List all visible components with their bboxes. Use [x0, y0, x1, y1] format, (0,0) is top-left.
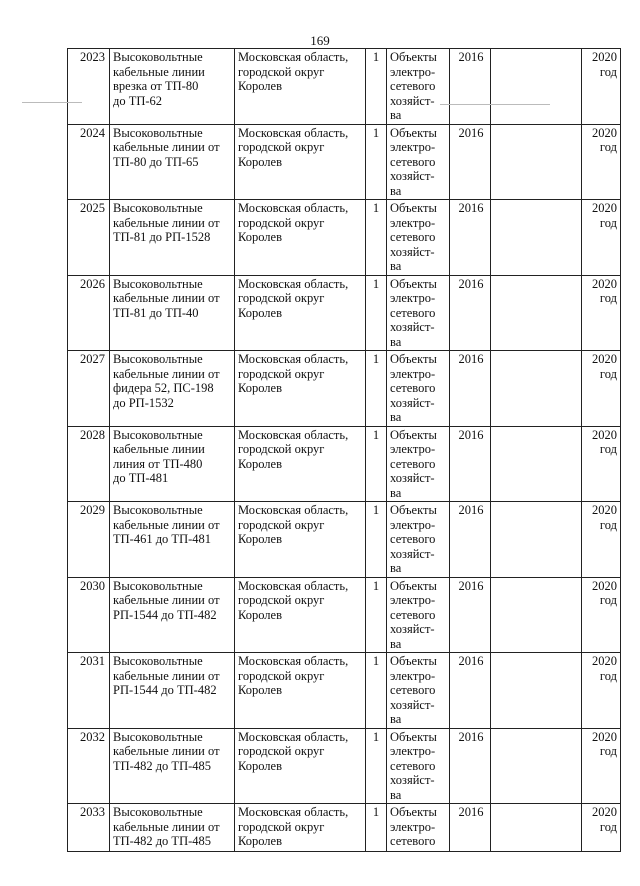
quantity-cell: 1: [366, 124, 387, 200]
address-cell: [235, 275, 366, 351]
quantity-cell: 1: [366, 502, 387, 578]
cell-line: хозяйст-: [390, 169, 435, 183]
object-type-cell: [387, 200, 450, 276]
cell-line: хозяйст-: [390, 471, 435, 485]
cell-line: Московская область,: [238, 503, 349, 517]
term-cell: [582, 728, 621, 804]
cell-line: ва: [390, 410, 402, 424]
row-number-cell: 2026: [68, 275, 110, 351]
cell-line: Высоковольтные: [113, 503, 203, 517]
cell-line: электро-: [390, 442, 436, 456]
registry-table: [67, 48, 621, 852]
cell-line: Высоковольтные: [113, 352, 203, 366]
object-type-cell: [387, 275, 450, 351]
empty-cell: [491, 426, 582, 502]
object-name-cell: [110, 653, 235, 729]
address-cell: [235, 426, 366, 502]
cell-line: кабельные линии от: [113, 819, 220, 834]
year-cell: 2016: [450, 275, 491, 351]
cell-line: ТП-482 до ТП-485: [113, 758, 212, 773]
cell-line: Высоковольтные: [113, 805, 203, 819]
object-type-cell: [387, 653, 450, 729]
empty-cell: [491, 351, 582, 427]
object-name-cell: [110, 351, 235, 427]
cell-line: Королев: [238, 456, 282, 471]
cell-line: хозяйст-: [390, 395, 435, 410]
cell-line: кабельные линии от: [113, 291, 220, 305]
quantity-cell: 1: [366, 275, 387, 351]
cell-line: Королев: [238, 154, 282, 169]
year-cell: 2016: [450, 351, 491, 427]
cell-line: городской округ: [238, 215, 325, 230]
cell-line: 2020: [592, 578, 617, 593]
quantity-cell: 1: [366, 351, 387, 427]
cell-line: ва: [390, 108, 402, 122]
address-cell: [235, 49, 366, 125]
address-cell: [235, 351, 366, 427]
cell-line: год: [599, 442, 617, 456]
year-cell: 2016: [450, 728, 491, 804]
cell-line: Московская область,: [238, 352, 349, 366]
term-cell: [582, 275, 621, 351]
cell-line: Высоковольтные: [113, 201, 203, 215]
table-row: [68, 502, 621, 578]
cell-line: Королев: [238, 758, 282, 773]
cell-line: 2020: [592, 503, 617, 517]
cell-line: кабельные линии от: [113, 366, 220, 381]
term-cell: [582, 124, 621, 200]
cell-line: Объекты: [390, 125, 437, 140]
cell-line: сетевого: [390, 758, 436, 773]
cell-line: до РП-1532: [113, 395, 174, 410]
object-name-cell: [110, 502, 235, 578]
cell-line: год: [599, 64, 617, 79]
object-type-cell: [387, 804, 450, 852]
cell-line: ТП-461 до ТП-481: [113, 532, 212, 546]
object-name-cell: [110, 49, 235, 125]
term-cell: [582, 49, 621, 125]
cell-line: электро-: [390, 517, 436, 532]
term-cell: [582, 351, 621, 427]
object-name-cell: [110, 804, 235, 852]
cell-line: кабельные линии от: [113, 668, 220, 683]
row-number-cell: 2029: [68, 502, 110, 578]
cell-line: год: [599, 366, 617, 381]
table-row: [68, 124, 621, 200]
cell-line: год: [599, 668, 617, 683]
cell-line: электро-: [390, 291, 436, 305]
cell-line: электро-: [390, 744, 436, 758]
quantity-cell: 1: [366, 728, 387, 804]
object-type-cell: [387, 728, 450, 804]
quantity-cell: 1: [366, 426, 387, 502]
cell-line: хозяйст-: [390, 320, 435, 334]
cell-line: городской округ: [238, 140, 325, 154]
cell-line: кабельные линии от: [113, 517, 220, 532]
table-row: [68, 49, 621, 125]
cell-line: Объекты: [390, 50, 437, 64]
cell-line: ва: [390, 485, 402, 500]
cell-line: 2020: [592, 201, 617, 215]
cell-line: 2020: [592, 50, 617, 64]
cell-line: сетевого: [390, 532, 436, 546]
quantity-cell: 1: [366, 653, 387, 729]
year-cell: 2016: [450, 426, 491, 502]
cell-line: ТП-80 до ТП-65: [113, 154, 199, 169]
scan-artifact: [22, 102, 82, 103]
cell-line: городской округ: [238, 819, 325, 834]
year-cell: 2016: [450, 653, 491, 729]
cell-line: Московская область,: [238, 427, 349, 442]
term-cell: [582, 200, 621, 276]
cell-line: врезка от ТП-80: [113, 79, 199, 93]
cell-line: 2020: [592, 427, 617, 442]
scan-artifact: [440, 104, 550, 105]
cell-line: ва: [390, 334, 402, 349]
year-cell: 2016: [450, 502, 491, 578]
cell-line: год: [599, 291, 617, 305]
cell-line: Объекты: [390, 503, 437, 517]
empty-cell: [491, 124, 582, 200]
cell-line: сетевого: [390, 607, 436, 622]
empty-cell: [491, 275, 582, 351]
table-row: [68, 426, 621, 502]
row-number-cell: 2028: [68, 426, 110, 502]
cell-line: кабельные линии от: [113, 140, 220, 154]
empty-cell: [491, 728, 582, 804]
cell-line: кабельные линии от: [113, 215, 220, 230]
cell-line: Объекты: [390, 427, 437, 442]
term-cell: [582, 502, 621, 578]
term-cell: [582, 804, 621, 852]
cell-line: Высоковольтные: [113, 50, 203, 64]
cell-line: городской округ: [238, 366, 325, 381]
cell-line: до ТП-481: [113, 471, 169, 485]
row-number-cell: 2025: [68, 200, 110, 276]
cell-line: Высоковольтные: [113, 276, 203, 291]
cell-line: Высоковольтные: [113, 125, 203, 140]
object-name-cell: [110, 577, 235, 653]
cell-line: ва: [390, 561, 402, 575]
term-cell: [582, 653, 621, 729]
cell-line: РП-1544 до ТП-482: [113, 607, 217, 622]
row-number-cell: 2032: [68, 728, 110, 804]
object-type-cell: [387, 426, 450, 502]
year-cell: 2016: [450, 49, 491, 125]
year-cell: 2016: [450, 124, 491, 200]
cell-line: сетевого: [390, 305, 436, 320]
cell-line: год: [599, 819, 617, 834]
cell-line: Московская область,: [238, 805, 349, 819]
cell-line: Московская область,: [238, 50, 349, 64]
address-cell: [235, 124, 366, 200]
cell-line: городской округ: [238, 593, 325, 607]
year-cell: 2016: [450, 577, 491, 653]
table-row: [68, 728, 621, 804]
table-row: [68, 351, 621, 427]
cell-line: Высоковольтные: [113, 578, 203, 593]
cell-line: 2020: [592, 352, 617, 366]
object-name-cell: [110, 200, 235, 276]
object-name-cell: [110, 124, 235, 200]
cell-line: ТП-482 до ТП-485: [113, 834, 212, 848]
cell-line: хозяйст-: [390, 546, 435, 561]
cell-line: электро-: [390, 593, 436, 607]
cell-line: электро-: [390, 215, 436, 230]
row-number-cell: 2024: [68, 124, 110, 200]
cell-line: Королев: [238, 607, 282, 622]
cell-line: Объекты: [390, 729, 437, 744]
cell-line: городской округ: [238, 668, 325, 683]
cell-line: сетевого: [390, 834, 436, 848]
empty-cell: [491, 804, 582, 852]
cell-line: кабельные линии: [113, 442, 205, 456]
cell-line: 2020: [592, 125, 617, 140]
cell-line: кабельные линии от: [113, 593, 220, 607]
cell-line: линия от ТП-480: [113, 456, 203, 471]
table-row: [68, 804, 621, 852]
cell-line: год: [599, 593, 617, 607]
cell-line: Московская область,: [238, 578, 349, 593]
object-name-cell: [110, 275, 235, 351]
cell-line: ва: [390, 636, 402, 651]
row-number-cell: 2027: [68, 351, 110, 427]
cell-line: ва: [390, 183, 402, 198]
quantity-cell: 1: [366, 49, 387, 125]
quantity-cell: 1: [366, 804, 387, 852]
cell-line: Московская область,: [238, 201, 349, 215]
cell-line: год: [599, 744, 617, 758]
year-cell: 2016: [450, 200, 491, 276]
cell-line: городской округ: [238, 442, 325, 456]
cell-line: год: [599, 140, 617, 154]
cell-line: Королев: [238, 834, 282, 848]
quantity-cell: 1: [366, 577, 387, 653]
object-type-cell: [387, 49, 450, 125]
empty-cell: [491, 653, 582, 729]
cell-line: Королев: [238, 683, 282, 697]
cell-line: Королев: [238, 532, 282, 546]
cell-line: сетевого: [390, 381, 436, 395]
cell-line: Королев: [238, 230, 282, 244]
cell-line: Высоковольтные: [113, 654, 203, 668]
cell-line: Объекты: [390, 654, 437, 668]
cell-line: Королев: [238, 79, 282, 93]
object-type-cell: [387, 502, 450, 578]
empty-cell: [491, 49, 582, 125]
cell-line: ва: [390, 259, 402, 273]
cell-line: электро-: [390, 819, 436, 834]
table-row: [68, 577, 621, 653]
cell-line: Объекты: [390, 201, 437, 215]
cell-line: городской округ: [238, 517, 325, 532]
cell-line: городской округ: [238, 291, 325, 305]
cell-line: Московская область,: [238, 125, 349, 140]
year-cell: 2016: [450, 804, 491, 852]
cell-line: хозяйст-: [390, 244, 435, 259]
row-number-cell: 2031: [68, 653, 110, 729]
object-name-cell: [110, 426, 235, 502]
cell-line: Королев: [238, 381, 282, 395]
term-cell: [582, 426, 621, 502]
address-cell: [235, 577, 366, 653]
table-body: [68, 49, 621, 852]
cell-line: 2020: [592, 654, 617, 668]
cell-line: Московская область,: [238, 729, 349, 744]
cell-line: городской округ: [238, 64, 325, 79]
cell-line: городской округ: [238, 744, 325, 758]
address-cell: [235, 502, 366, 578]
cell-line: Московская область,: [238, 276, 349, 291]
cell-line: хозяйст-: [390, 622, 435, 636]
cell-line: кабельные линии: [113, 64, 205, 79]
row-number-cell: 2030: [68, 577, 110, 653]
row-number-cell: 2033: [68, 804, 110, 852]
cell-line: Высоковольтные: [113, 427, 203, 442]
cell-line: Объекты: [390, 276, 437, 291]
table-row: [68, 275, 621, 351]
object-type-cell: [387, 351, 450, 427]
cell-line: сетевого: [390, 230, 436, 244]
row-number-cell: 2023: [68, 49, 110, 125]
cell-line: фидера 52, ПС-198: [113, 381, 214, 395]
cell-line: электро-: [390, 64, 436, 79]
cell-line: год: [599, 215, 617, 230]
cell-line: хозяйст-: [390, 93, 435, 108]
cell-line: ва: [390, 787, 402, 802]
cell-line: до ТП-62: [113, 93, 163, 108]
object-type-cell: [387, 124, 450, 200]
table-row: [68, 653, 621, 729]
cell-line: сетевого: [390, 154, 436, 169]
cell-line: ТП-81 до РП-1528: [113, 230, 211, 244]
cell-line: Королев: [238, 305, 282, 320]
cell-line: электро-: [390, 668, 436, 683]
cell-line: сетевого: [390, 456, 436, 471]
address-cell: [235, 653, 366, 729]
cell-line: Высоковольтные: [113, 729, 203, 744]
cell-line: Московская область,: [238, 654, 349, 668]
cell-line: электро-: [390, 366, 436, 381]
empty-cell: [491, 502, 582, 578]
cell-line: 2020: [592, 729, 617, 744]
cell-line: кабельные линии от: [113, 744, 220, 758]
table-row: [68, 200, 621, 276]
cell-line: хозяйст-: [390, 697, 435, 712]
page-number: 169: [310, 33, 330, 48]
cell-line: 2020: [592, 805, 617, 819]
address-cell: [235, 804, 366, 852]
cell-line: год: [599, 517, 617, 532]
cell-line: сетевого: [390, 683, 436, 697]
cell-line: РП-1544 до ТП-482: [113, 683, 217, 697]
cell-line: хозяйст-: [390, 773, 435, 787]
cell-line: сетевого: [390, 79, 436, 93]
cell-line: Объекты: [390, 352, 437, 366]
cell-line: электро-: [390, 140, 436, 154]
quantity-cell: 1: [366, 200, 387, 276]
address-cell: [235, 728, 366, 804]
cell-line: Объекты: [390, 578, 437, 593]
empty-cell: [491, 577, 582, 653]
empty-cell: [491, 200, 582, 276]
address-cell: [235, 200, 366, 276]
term-cell: [582, 577, 621, 653]
cell-line: 2020: [592, 276, 617, 291]
cell-line: Объекты: [390, 805, 437, 819]
object-name-cell: [110, 728, 235, 804]
cell-line: ва: [390, 712, 402, 726]
cell-line: ТП-81 до ТП-40: [113, 305, 199, 320]
object-type-cell: [387, 577, 450, 653]
